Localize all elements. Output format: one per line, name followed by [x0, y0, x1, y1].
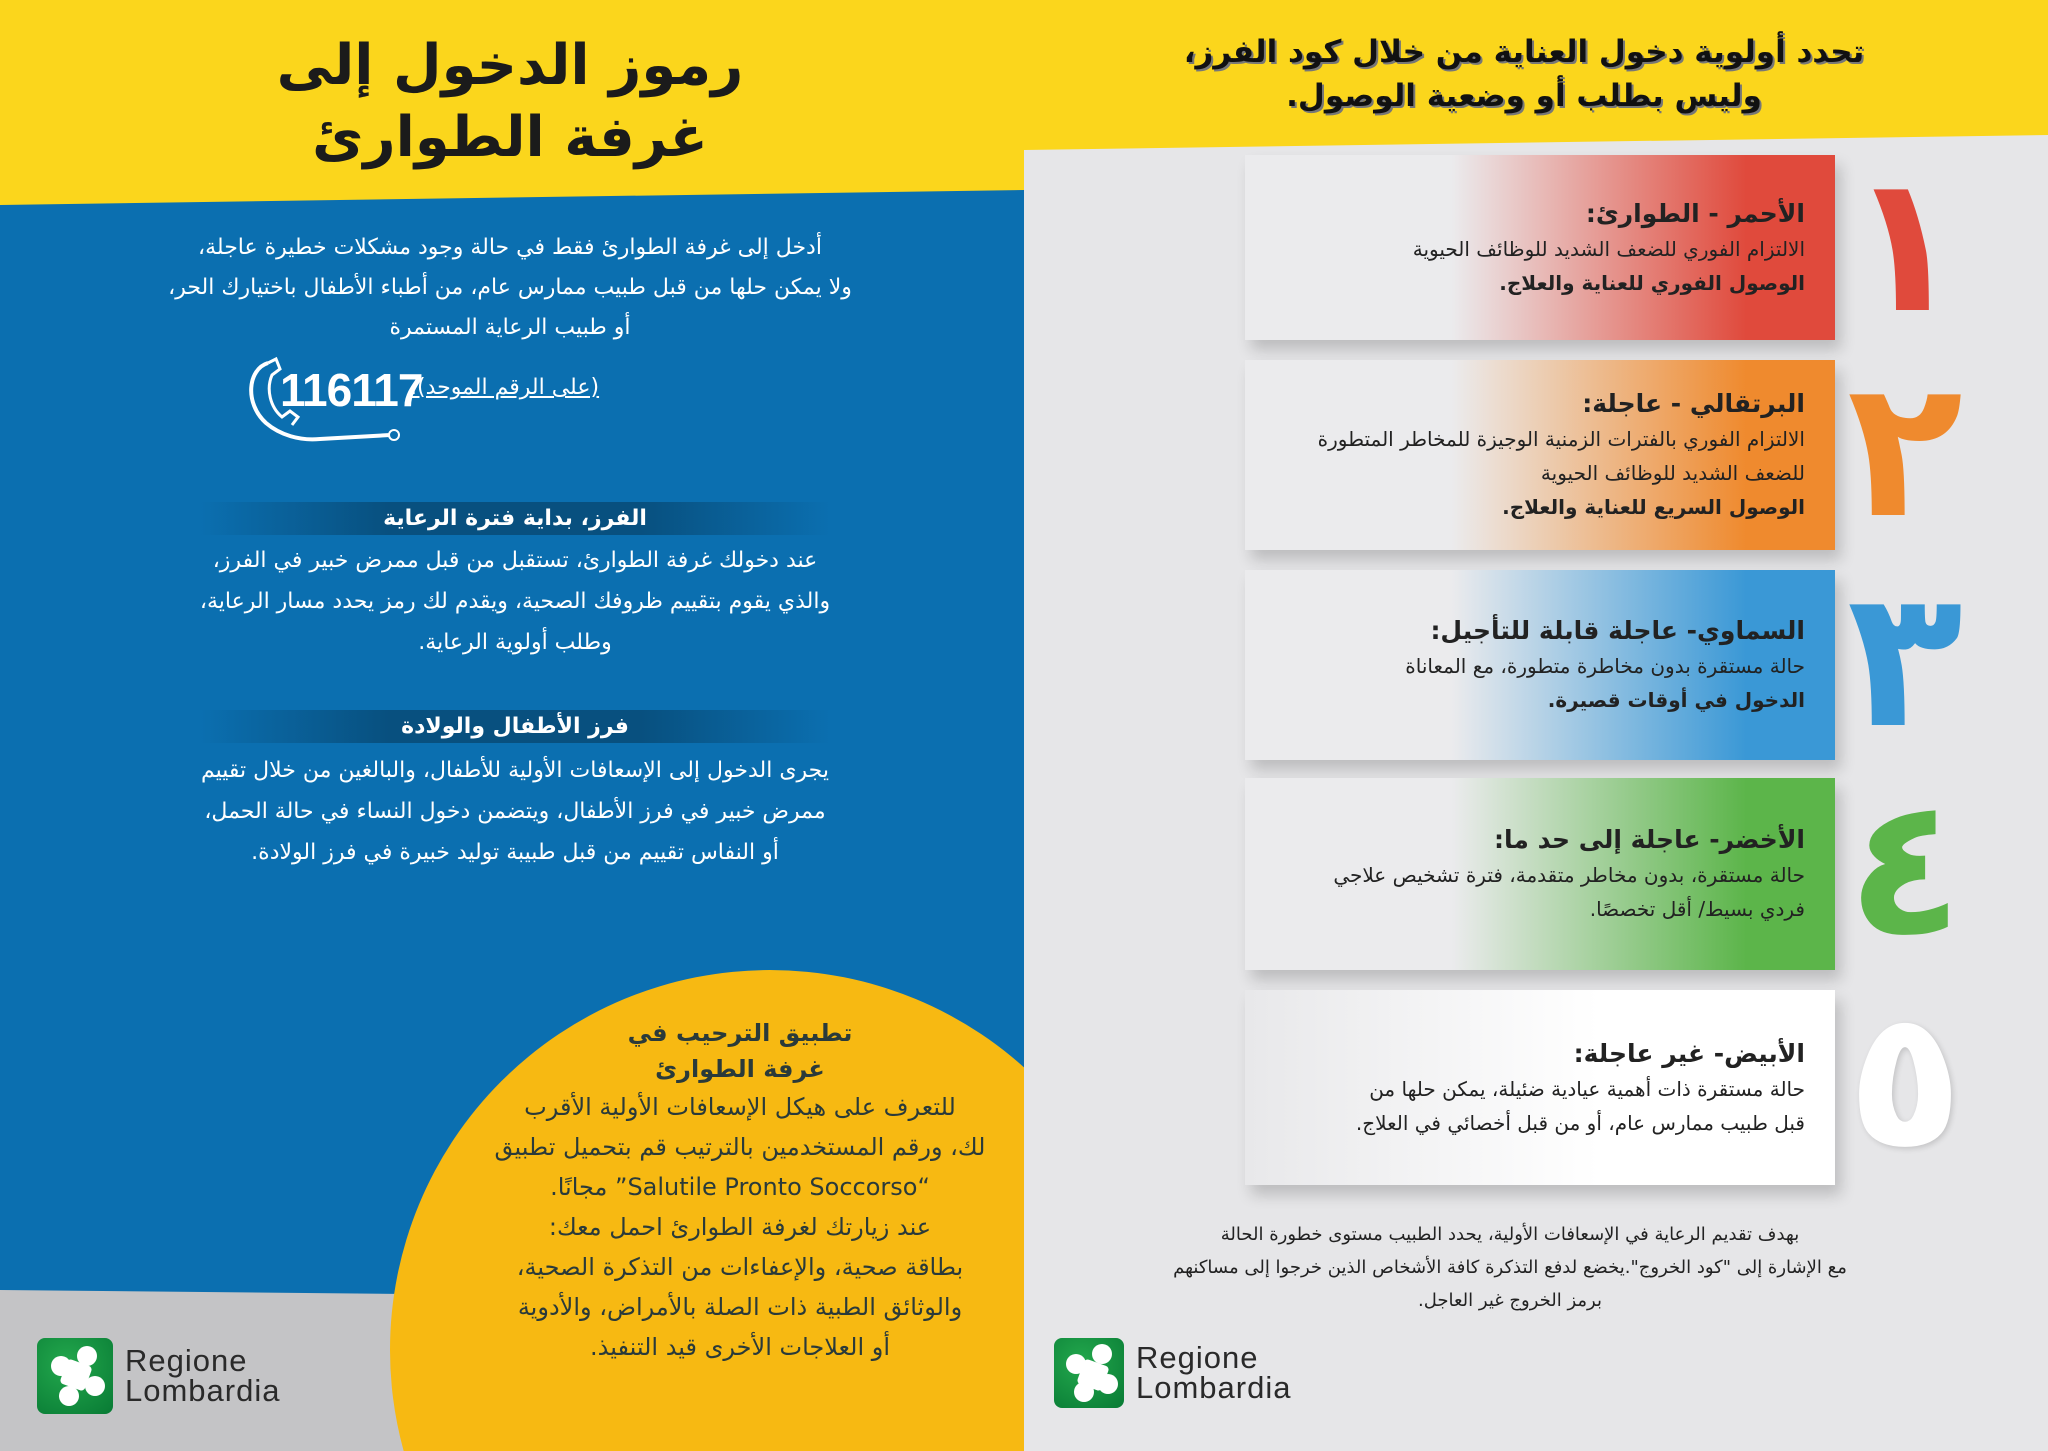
phone-number[interactable]	[240, 355, 640, 445]
code-line: للضعف الشديد للوظائف الحيوية	[1540, 461, 1805, 485]
phone-label-link[interactable]: (على الرقم الموحد).	[410, 375, 600, 400]
app-info	[480, 1015, 1000, 1367]
app-line: لك، ورقم المستخدمين بالترتيب قم بتحميل تطبيق	[494, 1133, 986, 1161]
title-line: غرفة الطوارئ	[312, 105, 708, 170]
code-line: حالة مستقرة بدون مخاطرة متطورة، مع المعاناة	[1405, 654, 1805, 678]
code-number: ٤	[1847, 757, 1963, 978]
footnote-line: مع الإشارة إلى "كود الخروج".يخضع لدفع التذكرة كافة الأشخاص الذين خرجوا إلى مساكنهم	[1173, 1257, 1847, 1278]
intro-line: ولا يمكن حلها من قبل طبيب ممارس عام، من أطباء الأطفال باختيارك الحر،	[168, 275, 852, 300]
code-line: الالتزام الفوري بالفترات الزمنية الوجيزة للمخاطر المتطورة	[1317, 427, 1805, 451]
triage-text	[130, 540, 900, 663]
triage-code-card	[1245, 778, 1835, 970]
page-title	[240, 30, 780, 174]
triage-code-card	[1245, 155, 1835, 340]
footnote	[1140, 1218, 1880, 1317]
triage-code-card	[1245, 360, 1835, 550]
title-line: رموز الدخول إلى	[276, 33, 744, 98]
logo-text: Lombardia	[125, 1373, 281, 1408]
pediatric-text	[130, 750, 900, 873]
logo-text: Lombardia	[1136, 1370, 1292, 1405]
code-heading: الأحمر - الطوارئ:	[1585, 198, 1805, 228]
priority-title	[1144, 30, 1904, 118]
app-line: عند زيارتك لغرفة الطوارئ احمل معك:	[548, 1213, 932, 1241]
pediatric-line: أو النفاس تقييم من قبل طبيبة توليد خبيرة في فرز الولادة.	[251, 840, 779, 865]
code-number: ٢	[1847, 339, 1963, 560]
title-line: وليس بطلب أو وضعية الوصول.	[1286, 78, 1762, 114]
triage-heading: الفرز، بداية فترة الرعاية	[200, 502, 830, 535]
code-heading: الأبيض- غير عاجلة:	[1573, 1038, 1805, 1068]
triage-line: وطلب أولوية الرعاية.	[418, 630, 612, 655]
logo-text: Regione	[1136, 1340, 1259, 1375]
triage-line: عند دخولك غرفة الطوارئ، تستقبل من قبل ممرض خبير في الفرز،	[212, 548, 818, 573]
app-heading: غرفة الطوارئ	[655, 1055, 825, 1083]
footnote-line: برمز الخروج غير العاجل.	[1418, 1290, 1602, 1311]
phone-number-text: 116117	[280, 364, 423, 416]
triage-code-card	[1245, 990, 1835, 1185]
code-heading: الأخضر- عاجلة إلى حد ما:	[1494, 825, 1805, 854]
app-line: والوثائق الطبية ذات الصلة بالأمراض، والأدوية	[517, 1293, 963, 1321]
lombardia-rose-icon	[37, 1338, 113, 1414]
code-number: ١	[1847, 134, 1963, 355]
code-line: قبل طبيب ممارس عام، أو من قبل أخصائي في العلاج.	[1355, 1110, 1805, 1135]
code-line: الالتزام الفوري للضعف الشديد للوظائف الحيوية	[1412, 236, 1805, 261]
app-heading: تطبيق الترحيب في	[627, 1019, 853, 1047]
pediatric-line: يجرى الدخول إلى الإسعافات الأولية للأطفال، والبالغين من خلال تقييم	[201, 758, 829, 783]
logo-text: Regione	[125, 1343, 248, 1378]
intro-line: أو طبيب الرعاية المستمرة	[389, 315, 631, 340]
pediatric-line: ممرض خبير في فرز الأطفال، ويتضمن دخول النساء في حالة الحمل،	[204, 799, 826, 824]
code-line: حالة مستقرة، بدون مخاطر متقدمة، فترة تشخيص علاجي	[1333, 863, 1805, 887]
code-line: فردي بسيط/ أقل تخصصًا.	[1589, 897, 1805, 921]
app-line: للتعرف على هيكل الإسعافات الأولية الأقرب	[524, 1093, 956, 1121]
code-heading: البرتقالي - عاجلة:	[1582, 389, 1805, 418]
footnote-line: بهدف تقديم الرعاية في الإسعافات الأولية، يحدد الطبيب مستوى خطورة الحالة	[1220, 1224, 1800, 1245]
intro-line: أدخل إلى غرفة الطوارئ فقط في حالة وجود مشكلات خطيرة عاجلة،	[198, 235, 822, 260]
app-line: بطاقة صحية، والإعفاءات من التذكرة الصحية،	[516, 1253, 964, 1281]
triage-code-card	[1245, 570, 1835, 760]
app-name-line: “Salutile Pronto Soccorso” مجانًا.	[550, 1173, 930, 1201]
pediatric-heading: فرز الأطفال والولادة	[200, 710, 830, 743]
regione-lombardia-logo	[37, 1338, 280, 1414]
app-line: أو العلاجات الأخرى قيد التنفيذ.	[590, 1333, 890, 1361]
intro-text	[110, 228, 910, 348]
code-heading: السماوي- عاجلة قابلة للتأجيل:	[1430, 616, 1805, 645]
code-bold-line: الوصول الفوري للعناية والعلاج.	[1499, 270, 1805, 295]
lombardia-rose-icon	[1054, 1338, 1124, 1408]
code-number: ٥	[1847, 969, 1963, 1190]
triage-line: والذي يقوم بتقييم ظروفك الصحية، ويقدم لك رمز يحدد مسار الرعاية،	[199, 589, 831, 614]
code-number: ٣	[1847, 549, 1963, 770]
regione-lombardia-logo	[1054, 1338, 1291, 1408]
code-bold-line: الدخول في أوقات قصيرة.	[1547, 688, 1805, 712]
title-line: تحدد أولوية دخول العناية من خلال كود الفرز،	[1183, 34, 1865, 70]
code-line: حالة مستقرة ذات أهمية عيادية ضئيلة، يمكن حلها من	[1369, 1076, 1805, 1101]
code-bold-line: الوصول السريع للعناية والعلاج.	[1502, 495, 1805, 519]
